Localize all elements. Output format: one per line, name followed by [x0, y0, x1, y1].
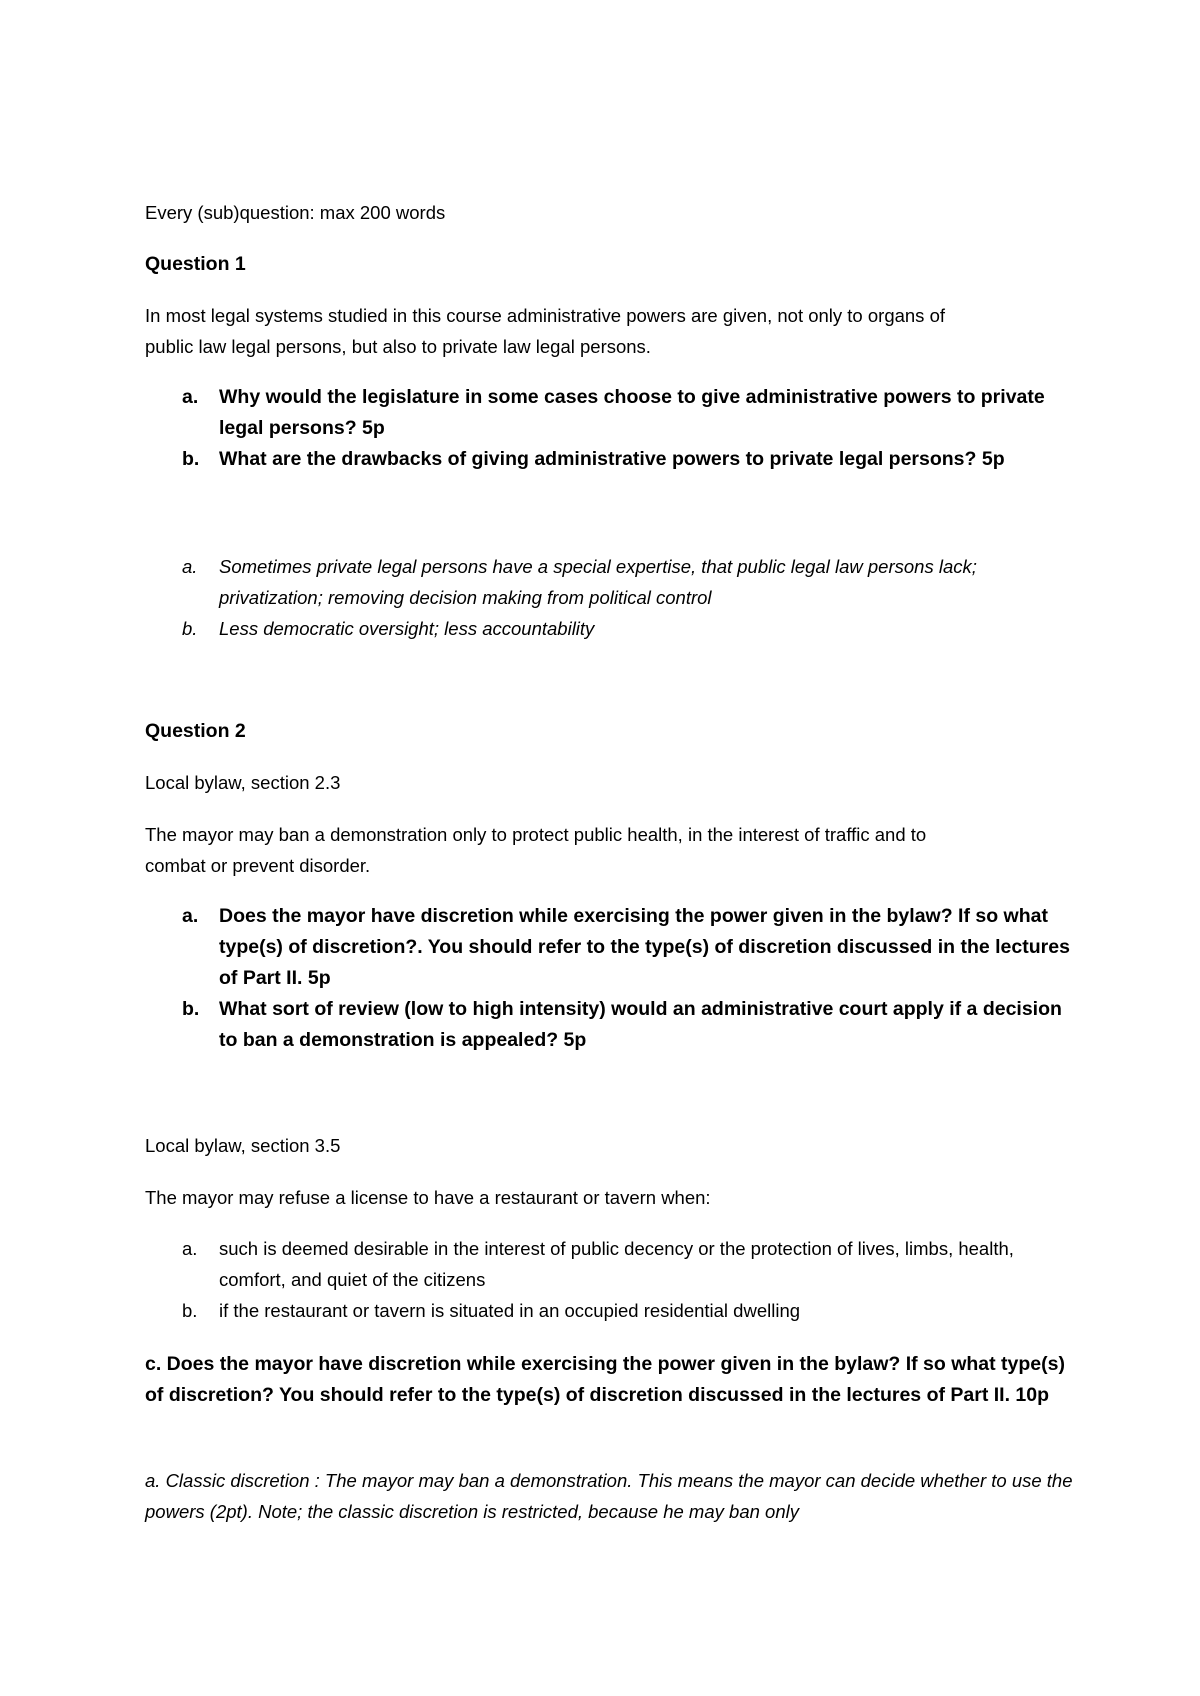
list-marker: b.	[182, 1300, 198, 1321]
list-marker: a.	[182, 1238, 198, 1259]
answer-text: Less democratic oversight; less accountability	[219, 618, 595, 639]
answer-2a: a. Classic discretion : The mayor may ban a demonstration. This means the mayor can decide whether to use the powers (2pt). Note; the classic discretion is restricted, because he may ban only	[145, 1470, 1073, 1522]
bylaw-item-text: if the restaurant or tavern is situated in an occupied residential dwelling	[219, 1300, 801, 1321]
question-2-title: Question 2	[145, 720, 246, 742]
question-1-intro-line-1: In most legal systems studied in this course administrative powers are given, not only to organs of	[145, 305, 945, 326]
question-1-intro-line-2: public law legal persons, but also to private law legal persons.	[145, 336, 651, 357]
bylaw-2-3-text-line-1: The mayor may ban a demonstration only to protect public health, in the interest of traffic and to	[145, 824, 927, 845]
list-marker: a.	[182, 556, 198, 577]
list-marker: b.	[182, 618, 198, 639]
question-text: Why would the legislature in some cases choose to give administrative powers to private legal persons? 5p	[219, 386, 1045, 439]
bylaw-3-5-intro: The mayor may refuse a license to have a restaurant or tavern when:	[145, 1187, 711, 1208]
bylaw-2-3-text-line-2: combat or prevent disorder.	[145, 855, 371, 876]
question-text: Does the mayor have discretion while exercising the power given in the bylaw? If so what type(s) of discretion?. You should refer to the type(s) of discretion discussed in the lectures of Part II. 5p	[219, 905, 1070, 989]
question-text: What sort of review (low to high intensity) would an administrative court apply if a decision to ban a demonstration is appealed? 5p	[219, 998, 1062, 1051]
bylaw-3-5-title: Local bylaw, section 3.5	[145, 1135, 341, 1156]
list-marker: a.	[182, 905, 199, 927]
list-marker: b.	[182, 998, 200, 1020]
list-marker: a.	[182, 386, 199, 408]
bylaw-2-3-title: Local bylaw, section 2.3	[145, 772, 341, 793]
question-text: What are the drawbacks of giving administrative powers to private legal persons? 5p	[219, 448, 1005, 470]
question-2c: c. Does the mayor have discretion while exercising the power given in the bylaw? If so what type(s) of discretion? You should refer to the type(s) of discretion discussed in the lectures of Part II. 10p	[145, 1353, 1065, 1406]
word-limit-note: Every (sub)question: max 200 words	[145, 202, 446, 223]
answer-text: Sometimes private legal persons have a special expertise, that public legal law persons lack; privatization; removing decision making from political control	[219, 556, 977, 608]
question-1-title: Question 1	[145, 253, 246, 275]
list-marker: b.	[182, 448, 200, 470]
bylaw-item-text: such is deemed desirable in the interest of public decency or the protection of lives, limbs, health, comfort, and quiet of the citizens	[219, 1238, 1014, 1290]
